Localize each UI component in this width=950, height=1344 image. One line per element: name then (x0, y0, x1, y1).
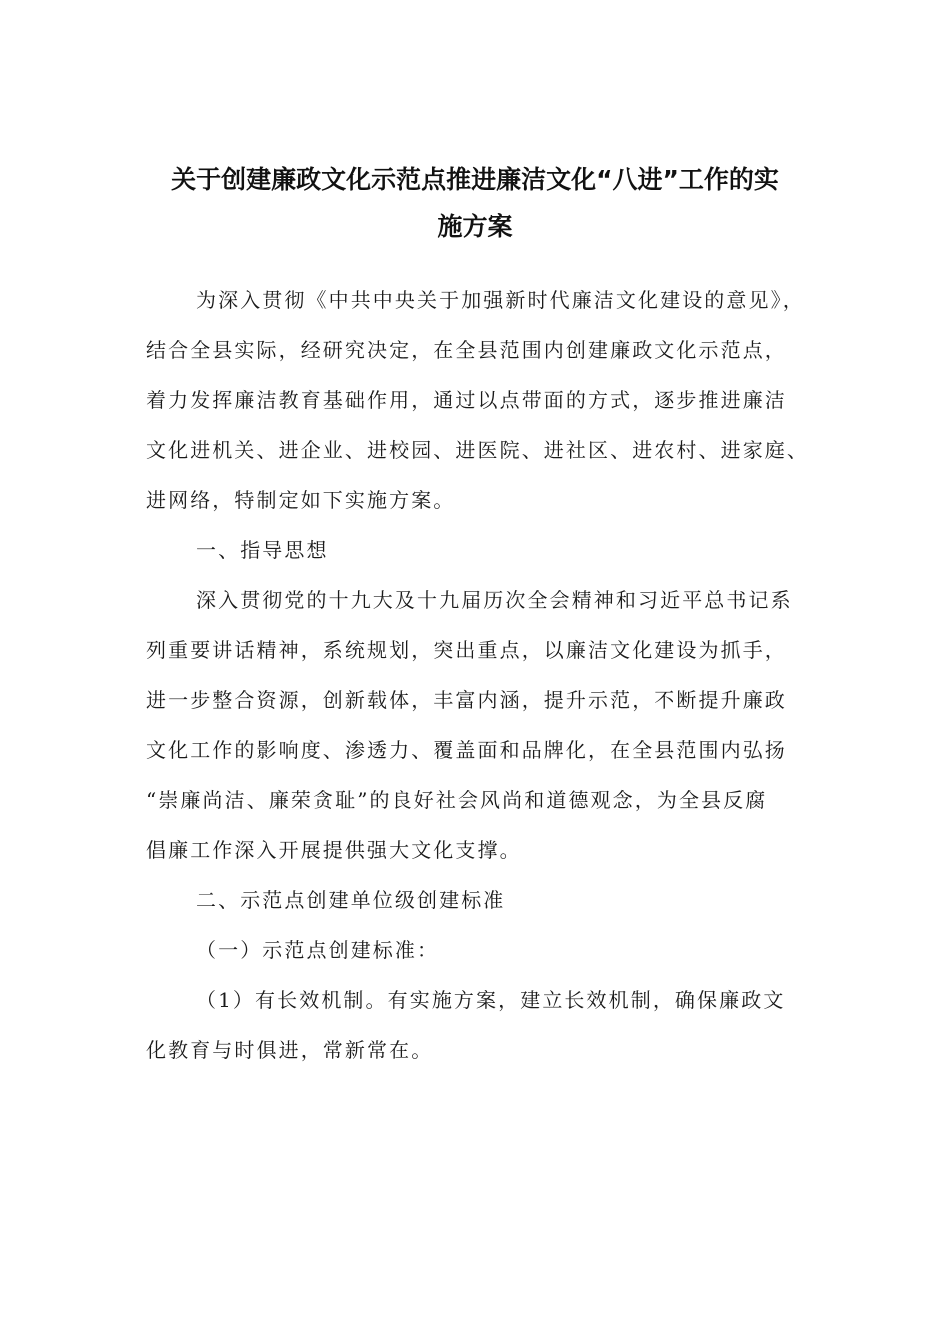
intro-line-3: 着力发挥廉洁教育基础作用，通过以点带面的方式，逐步推进廉洁 (146, 388, 787, 412)
section-heading-guiding-thought: 一、指导思想 (196, 538, 329, 562)
intro-line-2: 结合全县实际，经研究决定，在全县范围内创建廉政文化示范点， (146, 338, 787, 362)
guiding-line-5: “崇廉尚洁、廉荣贪耻”的良好社会风尚和道德观念，为全县反腐 (146, 788, 768, 812)
section-heading-standards: 二、示范点创建单位级创建标准 (196, 888, 506, 912)
intro-line-1: 为深入贯彻《中共中央关于加强新时代廉洁文化建设的意见》， (196, 288, 805, 312)
standard-item-1-line-1: （1）有长效机制。有实施方案，建立长效机制，确保廉政文 (196, 988, 786, 1012)
guiding-line-6: 倡廉工作深入开展提供强大文化支撑。 (146, 838, 522, 862)
document-title-line-2: 施方案 (437, 212, 513, 241)
intro-line-4: 文化进机关、进企业、进校园、进医院、进社区、进农村、进家庭、 (146, 438, 809, 462)
subsection-heading-standards: （一）示范点创建标准： (196, 938, 440, 962)
guiding-line-1: 深入贯彻党的十九大及十九届历次全会精神和习近平总书记系 (196, 588, 793, 612)
guiding-line-2: 列重要讲话精神，系统规划，突出重点，以廉洁文化建设为抓手， (146, 638, 787, 662)
document-title-line-1: 关于创建廉政文化示范点推进廉洁文化“八进”工作的实 (171, 165, 779, 194)
guiding-line-3: 进一步整合资源，创新载体，丰富内涵，提升示范，不断提升廉政 (146, 688, 787, 712)
guiding-line-4: 文化工作的影响度、渗透力、覆盖面和品牌化，在全县范围内弘扬 (146, 738, 787, 762)
intro-line-5: 进网络，特制定如下实施方案。 (146, 488, 456, 512)
standard-item-1-line-2: 化教育与时俱进，常新常在。 (146, 1038, 434, 1062)
